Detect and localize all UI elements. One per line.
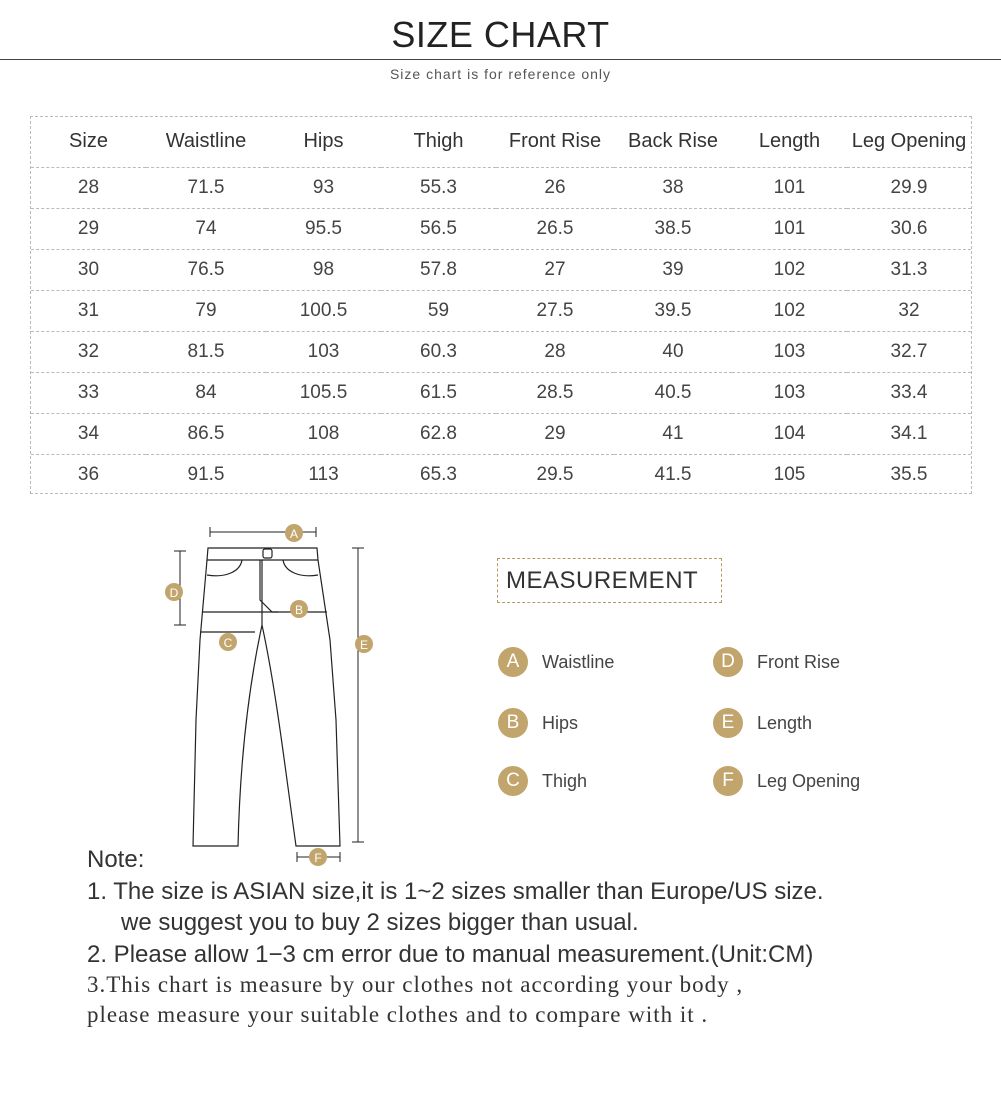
note-line-3b: please measure your suitable clothes and to compare with it . xyxy=(87,1002,709,1027)
table-cell: 102 xyxy=(732,290,847,331)
table-cell: 101 xyxy=(732,208,847,249)
table-cell: 29.9 xyxy=(847,167,971,208)
table-cell: 103 xyxy=(266,331,381,372)
marker-label: D xyxy=(169,586,179,600)
table-cell: 102 xyxy=(732,249,847,290)
table-cell: 34.1 xyxy=(847,413,971,454)
table-cell: 33 xyxy=(31,372,146,413)
table-cell: 39.5 xyxy=(614,290,732,331)
legend-item-hips xyxy=(498,708,578,738)
table-cell: 95.5 xyxy=(266,208,381,249)
table-cell: 28 xyxy=(31,167,146,208)
table-cell: 40.5 xyxy=(614,372,732,413)
legend-item-front-rise xyxy=(713,647,840,677)
table-cell: 27.5 xyxy=(496,290,614,331)
column-header: Length xyxy=(732,117,847,167)
table-cell: 28 xyxy=(496,331,614,372)
table-cell: 108 xyxy=(266,413,381,454)
legend-label: Thigh xyxy=(542,770,588,791)
table-cell: 33.4 xyxy=(847,372,971,413)
table-row xyxy=(31,454,971,495)
table-cell: 56.5 xyxy=(381,208,496,249)
table-row xyxy=(31,290,971,331)
pants-diagram xyxy=(150,515,390,875)
diagram-marker-b xyxy=(290,600,308,618)
page-subtitle: Size chart is for reference only xyxy=(389,66,612,82)
table-cell: 105.5 xyxy=(266,372,381,413)
marker-label: C xyxy=(223,636,233,650)
table-cell: 28.5 xyxy=(496,372,614,413)
table-row xyxy=(31,413,971,454)
diagram-marker-c xyxy=(219,633,237,651)
table-cell: 31.3 xyxy=(847,249,971,290)
legend-label: Hips xyxy=(542,712,579,733)
page-title: SIZE CHART xyxy=(391,14,610,55)
table-cell: 79 xyxy=(146,290,266,331)
table-cell: 36 xyxy=(77,463,100,485)
table-cell: 103 xyxy=(732,372,847,413)
table-cell: 40 xyxy=(614,331,732,372)
diagram-marker-a xyxy=(285,524,303,542)
table-cell: 29.5 xyxy=(536,463,574,485)
table-row xyxy=(31,372,971,413)
table-cell: 76.5 xyxy=(146,249,266,290)
table-cell: 38.5 xyxy=(614,208,732,249)
table-cell: 61.5 xyxy=(381,372,496,413)
table-cell: 26 xyxy=(496,167,614,208)
table-cell: 38 xyxy=(614,167,732,208)
measurement-heading-box xyxy=(497,558,722,603)
marker-label: A xyxy=(289,527,299,541)
table-row xyxy=(31,167,971,208)
column-header: Front Rise xyxy=(496,117,614,167)
table-cell: 32 xyxy=(847,290,971,331)
table-cell: 104 xyxy=(732,413,847,454)
measurement-heading: MEASUREMENT xyxy=(506,566,699,594)
table-row xyxy=(31,208,971,249)
table-cell: 60.3 xyxy=(381,331,496,372)
table-cell: 30.6 xyxy=(847,208,971,249)
table-cell: 29 xyxy=(496,413,614,454)
column-header: Hips xyxy=(266,117,381,167)
table-cell: 71.5 xyxy=(146,167,266,208)
legend-badge: E xyxy=(713,708,743,738)
note-line-2: 2. Please allow 1−3 cm error due to manual measurement.(Unit:CM) xyxy=(87,941,814,968)
measure-lines xyxy=(174,527,364,862)
table-cell: 35.5 xyxy=(890,463,928,485)
table-cell: 39 xyxy=(614,249,732,290)
table-cell: 91.5 xyxy=(187,463,225,485)
table-cell: 62.8 xyxy=(381,413,496,454)
legend-item-waistline xyxy=(498,647,614,677)
table-cell: 59 xyxy=(381,290,496,331)
diagram-marker-f xyxy=(309,848,327,866)
legend-item-leg-opening xyxy=(713,766,860,796)
table-row xyxy=(31,249,971,290)
column-header: Thigh xyxy=(381,117,496,167)
legend-badge: C xyxy=(498,766,528,796)
size-table-container xyxy=(30,116,972,494)
table-cell: 86.5 xyxy=(146,413,266,454)
legend-item-thigh xyxy=(498,766,587,796)
size-table xyxy=(31,117,971,495)
column-header: Leg Opening xyxy=(847,117,971,167)
note-heading: Note: xyxy=(87,846,145,873)
table-cell: 29 xyxy=(31,208,146,249)
legend-item-length xyxy=(713,708,812,738)
diagram-marker-d xyxy=(165,583,183,601)
note-line-1: 1. The size is ASIAN size,it is 1~2 sizes smaller than Europe/US size. xyxy=(87,878,824,905)
table-cell: 105 xyxy=(773,463,806,485)
marker-label: F xyxy=(314,851,322,865)
title-divider xyxy=(0,59,1001,60)
diagram-marker-e xyxy=(355,635,373,653)
column-header: Size xyxy=(31,117,146,167)
table-cell: 55.3 xyxy=(381,167,496,208)
legend-label: Waistline xyxy=(542,651,615,672)
table-cell: 30 xyxy=(31,249,146,290)
legend-badge: A xyxy=(498,647,528,677)
legend-label: Front Rise xyxy=(757,651,841,672)
table-cell: 93 xyxy=(266,167,381,208)
legend-label: Length xyxy=(757,712,813,733)
table-cell: 100.5 xyxy=(266,290,381,331)
legend-badge: B xyxy=(498,708,528,738)
note-line-3: 3.This chart is measure by our clothes not according your body , xyxy=(87,972,744,997)
column-header: Back Rise xyxy=(614,117,732,167)
marker-label: B xyxy=(294,603,304,617)
table-header-row xyxy=(31,117,971,167)
table-cell: 65.3 xyxy=(420,463,457,485)
table-cell: 84 xyxy=(146,372,266,413)
table-cell: 41 xyxy=(614,413,732,454)
column-header: Waistline xyxy=(146,117,266,167)
legend-badge: F xyxy=(713,766,743,796)
note-line-1b: we suggest you to buy 2 sizes bigger than usual. xyxy=(121,909,639,936)
table-cell: 101 xyxy=(732,167,847,208)
table-cell: 57.8 xyxy=(381,249,496,290)
table-cell: 26.5 xyxy=(496,208,614,249)
table-cell: 32.7 xyxy=(847,331,971,372)
table-cell: 32 xyxy=(31,331,146,372)
marker-label: E xyxy=(359,638,369,652)
table-row xyxy=(31,331,971,372)
table-cell: 27 xyxy=(496,249,614,290)
table-cell: 74 xyxy=(146,208,266,249)
table-cell: 34 xyxy=(31,413,146,454)
table-cell: 98 xyxy=(266,249,381,290)
table-cell: 41.5 xyxy=(654,463,692,485)
table-cell: 113 xyxy=(308,463,339,485)
legend-label: Leg Opening xyxy=(757,770,861,791)
pants-outline xyxy=(193,548,340,846)
table-cell: 31 xyxy=(31,290,146,331)
table-cell: 103 xyxy=(732,331,847,372)
legend-badge: D xyxy=(713,647,743,677)
table-cell: 81.5 xyxy=(146,331,266,372)
